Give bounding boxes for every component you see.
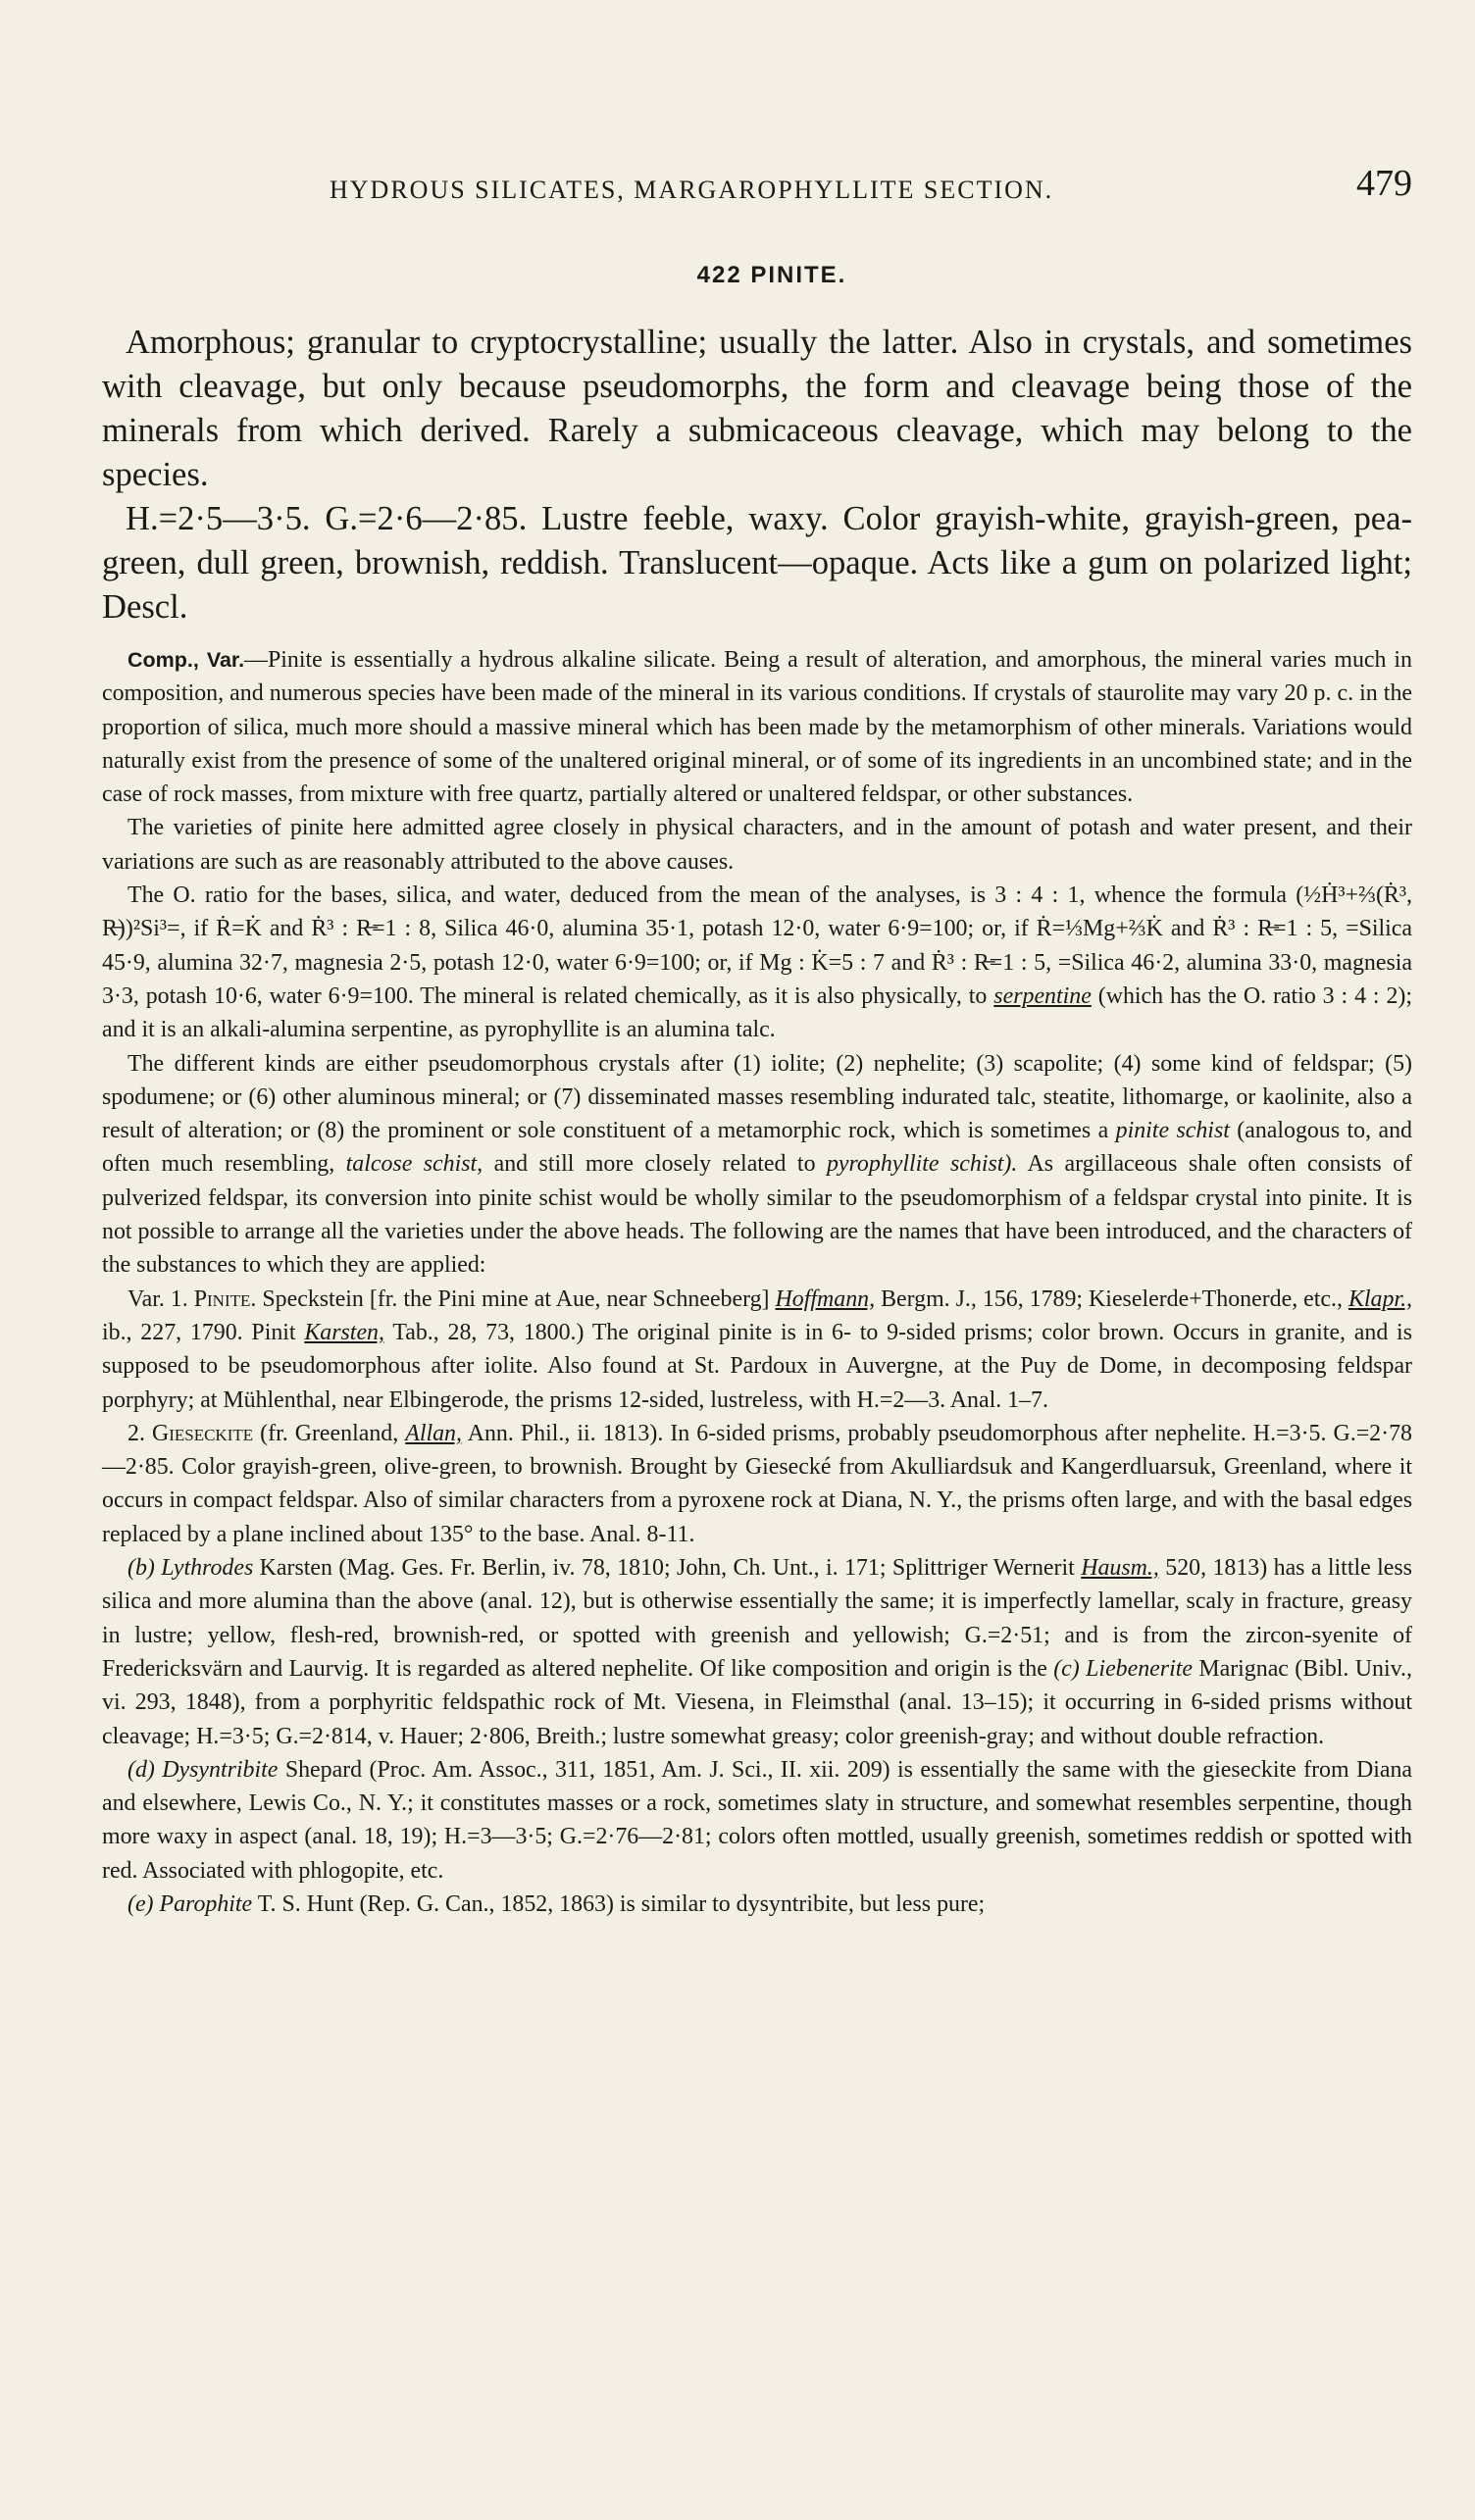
- page-number: 479: [1356, 163, 1412, 204]
- ratio-text-2: (which has the O. ratio 3 : 4 : 2); and it is an alkali-alumina serpentine, as pyrophyllite is an alumina talc.: [102, 983, 1412, 1043]
- variety-1-text-1: Speckstein [fr. the Pini mine at Aue, near Schneeberg]: [262, 1285, 770, 1312]
- variety-1-paragraph: [102, 1283, 1412, 1417]
- karsten-ref: Karsten,: [304, 1319, 384, 1345]
- comp-paragraph: [102, 643, 1412, 811]
- klapr-ref: Klapr.,: [1348, 1285, 1413, 1312]
- variety-e-label: (e): [127, 1890, 154, 1917]
- variety-d-paragraph: [102, 1753, 1412, 1888]
- hoffmann-ref: Hoffmann,: [775, 1285, 876, 1312]
- variety-b-text-2: 520, 1813) has a little less silica and more alumina than the above (anal. 12), but is otherwise essentially the same; it is imperfectly lamellar, scaly in fracture, greasy in lustre; yellow, flesh-red, brownish-red, or spotted with greenish and yellowish; G.=2·51; and is from the zircon-syenite of Fredericksvärn and Laurvig. It is regarded as altered nephelite. Of like composition and origin is the: [102, 1555, 1412, 1682]
- variety-b-label: (b): [127, 1555, 155, 1582]
- species-heading: 422 PINITE.: [696, 262, 847, 288]
- page: [102, 162, 1412, 1921]
- kinds-text-2: (analogous to, and often much resembling,: [102, 1118, 1412, 1178]
- allan-ref: Allan,: [405, 1420, 462, 1446]
- kinds-text-4: As argillaceous shale often consists of pulverized feldspar, its conversion into pinite schist would be wholly similar to the pseudomorphism of a feldspar crystal into pinite. It is not possible to arrange all the varieties under the above heads. The following are the names that have been introduced, and the characters of the substances to which they are applied:: [102, 1151, 1412, 1279]
- variety-b-paragraph: [102, 1551, 1412, 1753]
- pyrophyllite-schist-term: pyrophyllite schist).: [826, 1151, 1018, 1178]
- description-block: [102, 321, 1412, 630]
- variety-1-text-2: Bergm. J., 156, 1789; Kieselerde+Thonerde, etc.,: [881, 1285, 1343, 1312]
- variety-e-paragraph: [102, 1888, 1412, 1921]
- variety-e-name: Parophite: [159, 1890, 253, 1917]
- variety-2-paragraph: [102, 1417, 1412, 1551]
- variety-1-name: Pinite.: [193, 1285, 257, 1312]
- ratio-paragraph: [102, 879, 1412, 1046]
- kinds-text-3: and still more closely related to: [493, 1151, 816, 1178]
- variety-1-number: Var. 1.: [127, 1285, 188, 1312]
- varieties-paragraph: The varieties of pinite here admitted agree closely in physical characters, and in the amount of potash and water present, and their variations are such as are reasonably attributed to the above causes.: [102, 815, 1412, 875]
- variety-2-name: Gieseckite: [151, 1420, 254, 1446]
- description-paragraph-1: Amorphous; granular to cryptocrystalline; usually the latter. Also in crystals, and sometimes with cleavage, but only because pseudomorphs, the form and cleavage being those of the minerals from which derived. Rarely a submicaceous cleavage, which may belong to the species.: [102, 324, 1412, 493]
- kinds-text-1: The different kinds are either pseudomorphous crystals after (1) iolite; (2) nephelite; (3) scapolite; (4) some kind of feldspar; (5) spodumene; or (6) other aluminous mineral; or (7) disseminated masses resembling indurated talc, steatite, lithomarge, or kaolinite, also a result of alteration; or (8) the prominent or sole constituent of a metamorphic rock, which is sometimes a: [102, 1050, 1412, 1144]
- variety-1-text-3: ib., 227, 1790. Pinit: [102, 1319, 296, 1345]
- variety-1-text-4: Tab., 28, 73, 1800.) The original pinite is in 6- to 9-sided prisms; color brown. Occurs in granite, and is supposed to be pseudomorphous after iolite. Also found at St. Pardoux in Auvergne, at the Puy de Dome, in decomposing feldspar porphyry; at Mühlenthal, near Elbingerode, the prisms 12-sided, lustreless, with H.=2—3. Anal. 1–7.: [102, 1319, 1412, 1413]
- running-title: HYDROUS SILICATES, MARGAROPHYLLITE SECTION.: [330, 176, 1054, 204]
- running-head: [102, 162, 1412, 211]
- comp-text: —Pinite is essentially a hydrous alkaline silicate. Being a result of alteration, and amorphous, the mineral varies much in composition, and numerous species have been made of the mineral in its various conditions. If crystals of staurolite may vary 20 p. c. in the proportion of silica, much more should a massive mineral which has been made by the metamorphism of other minerals. Variations would naturally exist from the presence of some of the unaltered original mineral, or of some of its ingredients in an uncombined state; and in the case of rock masses, from mixture with free quartz, partially altered or unaltered feldspar, or other substances.: [102, 647, 1412, 808]
- variety-2-text-1: (fr. Greenland,: [260, 1420, 399, 1446]
- pinite-schist-term: pinite schist: [1115, 1118, 1230, 1144]
- comp-lead: Comp., Var.: [127, 648, 245, 672]
- kinds-paragraph: [102, 1047, 1412, 1283]
- variety-b-name: Lythrodes: [161, 1555, 254, 1582]
- variety-2-text-2: Ann. Phil., ii. 1813). In 6-sided prisms, probably pseudomorphous after nephelite. H.=3·5. G.=2·78—2·85. Color grayish-green, olive-green, to brownish. Brought by Giesecké from Akulliardsuk and Kangerdluarsuk, Greenland, where it occurs in compact feldspar. Also of similar characters from a pyroxene rock at Diana, N. Y., the prisms often large, and with the basal edges replaced by a plane inclined about 135° to the base. Anal. 8-11.: [102, 1420, 1412, 1547]
- variety-d-label: (d): [127, 1756, 155, 1783]
- variety-d-text: Shepard (Proc. Am. Assoc., 311, 1851, Am. J. Sci., II. xii. 209) is essentially the same with the gieseckite from Diana and elsewhere, Lewis Co., N. Y.; it constitutes masses or a rock, sometimes slaty in structure, and somewhat resembles serpentine, though more waxy in aspect (anal. 18, 19); H.=3—3·5; G.=2·76—2·81; colors often mottled, usually greenish, sometimes reddish or spotted with red. Associated with phlogopite, etc.: [102, 1756, 1413, 1884]
- variety-b-text-1: Karsten (Mag. Ges. Fr. Berlin, iv. 78, 1810; John, Ch. Unt., i. 171; Splittriger Wernerit: [259, 1555, 1075, 1582]
- variety-e-text: T. S. Hunt (Rep. G. Can., 1852, 1863) is similar to dysyntribite, but less pure;: [257, 1890, 986, 1917]
- hausm-ref: Hausm.,: [1081, 1555, 1159, 1582]
- variety-c-text: Marignac (Bibl. Univ., vi. 293, 1848), from a porphyritic feldspathic rock of Mt. Viesena, in Fleimsthal (anal. 13–15); it occurring in 6-sided prisms without cleavage; H.=3·5; G.=2·814, v. Hauer; 2·806, Breith.; lustre somewhat greasy; color greenish-gray; and without double refraction.: [102, 1655, 1412, 1749]
- serpentine-term: serpentine: [993, 983, 1092, 1009]
- ratio-text: The O. ratio for the bases, silica, and water, deduced from the mean of the analyses, is 3 : 4 : 1, whence the formula (½Ḣ³+⅔(Ṙ³, R̶))²Si³=, if Ṙ=K̇ and Ṙ³ : R̶=1 : 8, Silica 46·0, alumina 35·1, potash 12·0, water 6·9=100; or, if Ṙ=⅓Mg+⅔K̇ and Ṙ³ : R̶=1 : 5, =Silica 45·9, alumina 32·7, magnesia 2·5, potash 12·0, water 6·9=100; or, if Mg : K̇=5 : 7 and Ṙ³ : R̶=1 : 5, =Silica 46·2, alumina 33·0, magnesia 3·3, potash 10·6, water 6·9=100. The mineral is related chemically, as it is also physically, to: [102, 882, 1412, 1009]
- variety-c-name: Liebenerite: [1086, 1655, 1193, 1682]
- variety-d-name: Dysyntribite: [162, 1756, 279, 1783]
- composition-block: [102, 643, 1412, 1921]
- talcose-schist-term: talcose schist,: [345, 1151, 483, 1178]
- variety-2-number: 2.: [127, 1420, 145, 1446]
- description-paragraph-2: H.=2·5—3·5. G.=2·6—2·85. Lustre feeble, waxy. Color grayish-white, grayish-green, pea-green, dull green, brownish, reddish. Translucent—opaque. Acts like a gum on polarized light; Descl.: [102, 500, 1412, 626]
- variety-c-label: (c): [1053, 1655, 1080, 1682]
